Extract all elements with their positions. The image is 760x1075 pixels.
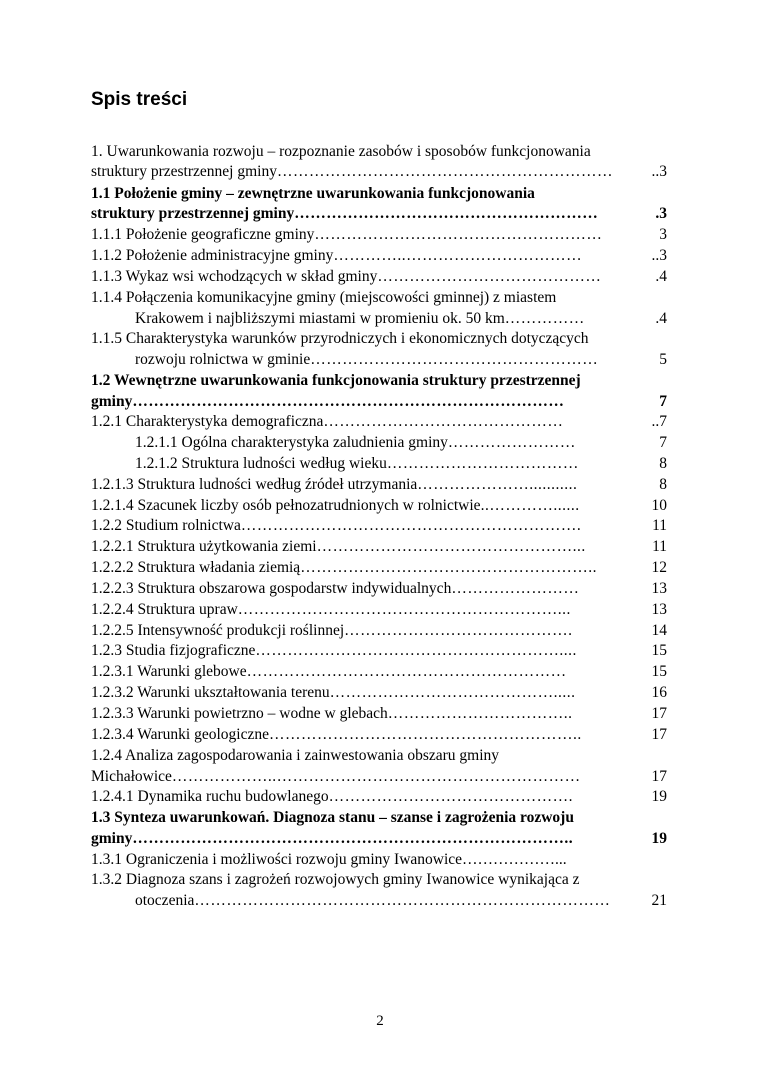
toc-leader-dots: …………………………………………... xyxy=(316,538,586,555)
toc-entry-1-1-2 xyxy=(91,246,667,266)
toc-entry-text: 1.2.3.1 Warunki glebowe xyxy=(91,663,247,680)
toc-page-number: 5 xyxy=(659,351,667,368)
toc-entry-text: 1.2.1.2 Struktura ludności według wieku xyxy=(135,455,387,472)
toc-leader-dots: ……………………………………………… xyxy=(310,351,599,368)
toc-page-number: 16 xyxy=(651,684,667,701)
toc-page-number: .4 xyxy=(655,268,667,285)
toc-entry-1-2-4 xyxy=(91,746,667,766)
toc-entry-text: 1.2.2 Studium rolnictwa xyxy=(91,517,241,534)
toc-entry-text: 1.2.2.3 Struktura obszarowa gospodarstw indywidualnych xyxy=(91,580,452,597)
toc-leader-dots: ..…………...... xyxy=(480,497,580,514)
toc-leader-dots: ……………………………………………… xyxy=(314,226,603,243)
toc-leader-dots: ………………………………………………… xyxy=(294,205,599,222)
toc-page-number: 7 xyxy=(659,434,667,451)
toc-page-number: 13 xyxy=(651,601,667,618)
toc-page-number: 13 xyxy=(651,580,667,597)
toc-entry-text: gminy xyxy=(91,393,133,410)
toc-entry-1-2-1-2 xyxy=(135,454,667,474)
toc-leader-dots: ………………………………………. xyxy=(328,788,573,805)
toc-entry-text: 1.1.4 Połączenia komunikacyjne gminy (miejscowości gminnej) z miastem xyxy=(91,289,557,306)
toc-leader-dots: …………………………………………………… xyxy=(246,663,567,680)
toc-entry-1-2-4-cont xyxy=(91,767,667,787)
toc-entry-text: 1.2.1 Charakterystyka demograficzna xyxy=(91,413,324,430)
toc-entry-text: 1.1.3 Wykaz wsi wchodzących w skład gminy xyxy=(91,268,378,285)
toc-entry-1-2-3-4 xyxy=(91,725,667,745)
toc-page-number: 21 xyxy=(651,892,667,909)
toc-page-number: 12 xyxy=(651,559,667,576)
toc-entry-1-2-3-1 xyxy=(91,662,667,682)
toc-entry-text: 1.2.2.4 Struktura upraw xyxy=(91,601,238,618)
toc-entry-text: 1.1.1 Położenie geograficzne gminy xyxy=(91,226,315,243)
toc-page-number: ..3 xyxy=(651,247,667,264)
toc-leader-dots: ……………………………………..... xyxy=(329,684,576,701)
toc-entry-text: 1.2.4.1 Dynamika ruchu budowlanego xyxy=(91,788,329,805)
toc-page-number: 17 xyxy=(651,726,667,743)
toc-entry-text: 1.1.2 Położenie administracyjne gminy xyxy=(91,247,334,264)
toc-leader-dots: ……………………………………………………………………….. xyxy=(132,830,574,847)
toc-leader-dots: ……………………………………………….. xyxy=(300,559,597,576)
toc-entry-text: 1.3.2 Diagnoza szans i zagrożeń rozwojowych gminy Iwanowice wynikająca z xyxy=(91,871,580,888)
toc-entry-text: 1.2.1.3 Struktura ludności według źródeł utrzymania xyxy=(91,476,418,493)
toc-leader-dots: …………… xyxy=(504,310,585,327)
toc-page-number: 7 xyxy=(659,393,667,410)
toc-entry-1-2-2 xyxy=(91,516,667,536)
toc-page-number: 19 xyxy=(651,788,667,805)
toc-entry-text: struktury przestrzennej gminy xyxy=(91,163,277,180)
toc-entry-1-1-3 xyxy=(91,267,667,287)
toc-page-number: 8 xyxy=(659,455,667,472)
toc-page-number: 8 xyxy=(659,476,667,493)
toc-entry-text: 1.2.2.5 Intensywność produkcji roślinnej xyxy=(91,622,345,639)
toc-entry-1-3-2 xyxy=(91,870,667,890)
toc-leader-dots: ………………..………………………………………………… xyxy=(171,768,581,785)
toc-entry-text: 1.2.2.1 Struktura użytkowania ziemi xyxy=(91,538,317,555)
toc-page-number: .3 xyxy=(655,205,667,222)
toc-leader-dots: …………………........... xyxy=(417,476,578,493)
toc-entry-1-1 xyxy=(91,184,667,204)
toc-entry-text: 1.2.3.3 Warunki powietrzno – wodne w glebach xyxy=(91,705,388,722)
toc-page-number: ..3 xyxy=(651,163,667,180)
toc-page-number: .4 xyxy=(655,310,667,327)
toc-entry-1-1-1 xyxy=(91,225,667,245)
toc-entry-1-1-4 xyxy=(91,288,667,308)
toc-entry-text: 1.2.1.1 Ogólna charakterystyka zaludnienia gminy xyxy=(135,434,448,451)
toc-entry-1-2-2-3 xyxy=(91,579,667,599)
toc-entry-1-2-1-4 xyxy=(91,496,667,516)
toc-entry-1-3-cont xyxy=(91,829,667,849)
toc-entry-1-2-4-1 xyxy=(91,787,667,807)
toc-page-number: 17 xyxy=(651,705,667,722)
toc-entry-1-2-3-3 xyxy=(91,704,667,724)
toc-page-number: 10 xyxy=(651,497,667,514)
page-number: 2 xyxy=(376,1013,384,1029)
toc-entry-text: 1.2.3 Studia fizjograficzne xyxy=(91,642,256,659)
toc-entry-text: 1.3.1 Ograniczenia i możliwości rozwoju gminy Iwanowice xyxy=(91,851,463,868)
toc-entry-1-1-cont xyxy=(91,204,667,224)
toc-leader-dots: ………………... xyxy=(462,851,567,868)
toc-entry-1-3-2-cont xyxy=(135,891,667,911)
toc-entry-1-3 xyxy=(91,808,667,828)
toc-entry-text: otoczenia xyxy=(135,892,195,909)
toc-entry-text: 1.1 Położenie gminy – zewnętrzne uwarunkowania funkcjonowania xyxy=(91,185,535,202)
toc-entry-1-1-5 xyxy=(91,329,667,349)
toc-entry-1-2-2-4 xyxy=(91,600,667,620)
toc-entry-1-3-1 xyxy=(91,850,567,870)
toc-entry-1-2-2-5 xyxy=(91,621,667,641)
toc-page-number: 14 xyxy=(651,622,667,639)
toc-entry-text: 1.1.5 Charakterystyka warunków przyrodniczych i ekonomicznych dotyczących xyxy=(91,330,589,347)
toc-entry-text: 1.2.4 Analiza zagospodarowania i zainwestowania obszaru gminy xyxy=(91,747,500,764)
toc-leader-dots: …………………… xyxy=(447,434,576,451)
toc-page-number: ..7 xyxy=(651,413,667,430)
toc-entry-text: 1.2.2.2 Struktura władania ziemią xyxy=(91,559,301,576)
toc-entry-1-2-2-2 xyxy=(91,558,667,578)
toc-page-number: 17 xyxy=(651,768,667,785)
toc-page-number: 11 xyxy=(652,538,667,555)
toc-entry-1 xyxy=(91,142,667,162)
toc-leader-dots: ……………………………………… xyxy=(323,413,564,430)
toc-entry-1-2-1-1 xyxy=(135,433,667,453)
toc-leader-dots: ………………………………………………………. xyxy=(240,517,582,534)
toc-entry-text: 1.3 Synteza uwarunkowań. Diagnoza stanu – szanse i zagrożenia rozwoju xyxy=(91,809,574,826)
toc-entry-1-1-5-cont xyxy=(135,350,667,370)
toc-leader-dots: ……………………………………. xyxy=(344,622,573,639)
toc-page-number: 3 xyxy=(659,226,667,243)
toc-entry-text: 1.2.3.2 Warunki ukształtowania terenu xyxy=(91,684,330,701)
toc-entry-1-2-1 xyxy=(91,412,667,432)
toc-leader-dots: ………………………………………………….. xyxy=(268,726,582,743)
toc-entry-text: 1.2.1.4 Szacunek liczby osób pełnozatrudnionych w rolnictwie xyxy=(91,497,481,514)
toc-leader-dots: ……………………………………………………… xyxy=(276,163,613,180)
toc-entry-1-cont xyxy=(91,162,667,182)
toc-entry-text: Krakowem i najbliższymi miastami w promieniu ok. 50 km xyxy=(135,310,505,327)
toc-page-number: 15 xyxy=(651,642,667,659)
toc-leader-dots: ……………………………………………………………………… xyxy=(132,393,565,410)
toc-page-number: 15 xyxy=(651,663,667,680)
toc-page-number: 11 xyxy=(652,517,667,534)
toc-leader-dots: ……………………………………………………... xyxy=(237,601,571,618)
toc-entry-1-2-cont xyxy=(91,392,667,412)
toc-entry-1-2-2-1 xyxy=(91,537,667,557)
toc-entry-text: rozwoju rolnictwa w gminie xyxy=(135,351,311,368)
toc-leader-dots: …………………………………………………………………… xyxy=(194,892,611,909)
toc-entry-1-2-3 xyxy=(91,641,667,661)
toc-entry-text: gminy xyxy=(91,830,133,847)
toc-entry-1-2-1-3 xyxy=(91,475,667,495)
toc-entry-text: 1. Uwarunkowania rozwoju – rozpoznanie zasobów i sposobów funkcjonowania xyxy=(91,143,591,160)
toc-entry-text: struktury przestrzennej gminy xyxy=(91,205,295,222)
toc-leader-dots: …………………………………… xyxy=(377,268,602,285)
toc-leader-dots: ………………………………………………….... xyxy=(255,642,577,659)
toc-entry-text: 1.2 Wewnętrzne uwarunkowania funkcjonowania struktury przestrzennej xyxy=(91,372,581,389)
toc-entry-1-2-3-2 xyxy=(91,683,667,703)
toc-leader-dots: …………………… xyxy=(451,580,580,597)
toc-entry-1-1-4-cont xyxy=(135,309,667,329)
toc-entry-text: Michałowice xyxy=(91,768,172,785)
toc-leader-dots: …………………………….. xyxy=(387,705,573,722)
toc-leader-dots: ……………………………… xyxy=(386,455,579,472)
toc-leader-dots: …………..…………………………… xyxy=(333,247,583,264)
toc-entry-text: 1.2.3.4 Warunki geologiczne xyxy=(91,726,269,743)
page-title: Spis treści xyxy=(91,89,188,110)
toc-page-number: 19 xyxy=(651,830,667,847)
toc-entry-1-2 xyxy=(91,371,667,391)
